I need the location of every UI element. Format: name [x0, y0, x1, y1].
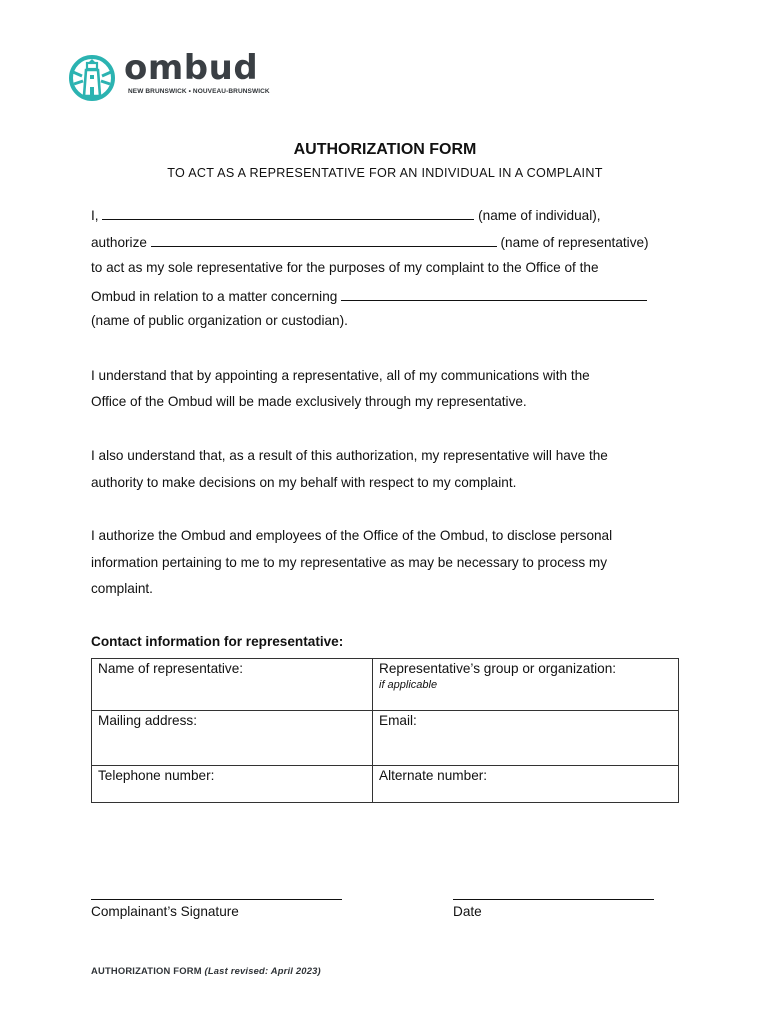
representative-name-blank[interactable]	[151, 233, 497, 247]
logo-subtitle: NEW BRUNSWICK • NOUVEAU-BRUNSWICK	[128, 88, 270, 95]
alternate-number-label: Alternate number:	[379, 768, 488, 783]
date-label: Date	[453, 904, 482, 919]
organization-note-line: (name of public organization or custodian).	[91, 313, 348, 328]
alternate-number-cell[interactable]	[373, 766, 679, 803]
representative-group-label: Representative’s group or organization:	[379, 661, 617, 676]
organization-line	[91, 287, 647, 305]
line2-prefix: authorize	[91, 235, 147, 250]
line2-suffix: (name of representative)	[500, 235, 649, 250]
individual-name-line	[91, 206, 601, 224]
signature-label: Complainant’s Signature	[91, 904, 239, 919]
form-subtitle: TO ACT AS A REPRESENTATIVE FOR AN INDIVIDUAL IN A COMPLAINT	[167, 166, 603, 180]
line1-suffix: (name of individual),	[478, 208, 601, 223]
footer	[91, 965, 321, 976]
telephone-cell[interactable]	[92, 766, 373, 803]
contact-table	[91, 658, 679, 803]
representative-name-label: Name of representative:	[98, 661, 244, 676]
purpose-line: to act as my sole representative for the purposes of my complaint to the Office of the	[91, 260, 599, 275]
paragraph-1-line-2: Office of the Ombud will be made exclusively through my representative.	[91, 394, 527, 409]
individual-name-blank[interactable]	[102, 206, 474, 220]
ombud-logo	[68, 48, 270, 104]
footer-label: AUTHORIZATION FORM	[91, 965, 202, 976]
paragraph-3-line-2: information pertaining to me to my representative as may be necessary to process my	[91, 555, 608, 570]
table-row	[92, 659, 679, 711]
form-title: AUTHORIZATION FORM	[293, 141, 477, 158]
line4-prefix: Ombud in relation to a matter concerning	[91, 289, 338, 304]
logo-wordmark: ombud	[124, 48, 259, 88]
representative-group-cell[interactable]	[373, 659, 679, 711]
email-label: Email:	[379, 713, 417, 728]
contact-heading: Contact information for representative:	[91, 634, 344, 649]
lighthouse-logo-icon	[68, 54, 116, 102]
table-row	[92, 766, 679, 803]
paragraph-3-line-1: I authorize the Ombud and employees of the Office of the Ombud, to disclose personal	[91, 528, 613, 543]
mailing-address-cell[interactable]	[92, 711, 373, 766]
email-cell[interactable]	[373, 711, 679, 766]
telephone-label: Telephone number:	[98, 768, 215, 783]
representative-name-line	[91, 233, 649, 251]
paragraph-3-line-3: complaint.	[91, 581, 153, 596]
paragraph-2-line-2: authority to make decisions on my behalf with respect to my complaint.	[91, 475, 517, 490]
table-row	[92, 711, 679, 766]
organization-blank[interactable]	[341, 287, 647, 301]
group-note: if applicable	[379, 679, 438, 691]
signature-line[interactable]	[91, 899, 342, 900]
paragraph-1-line-1: I understand that by appointing a representative, all of my communications with the	[91, 368, 590, 383]
footer-revised: (Last revised: April 2023)	[204, 965, 321, 976]
line1-prefix: I,	[91, 208, 99, 223]
representative-name-cell[interactable]	[92, 659, 373, 711]
paragraph-2-line-1: I also understand that, as a result of this authorization, my representative will have the	[91, 448, 608, 463]
date-line[interactable]	[453, 899, 654, 900]
mailing-address-label: Mailing address:	[98, 713, 197, 728]
